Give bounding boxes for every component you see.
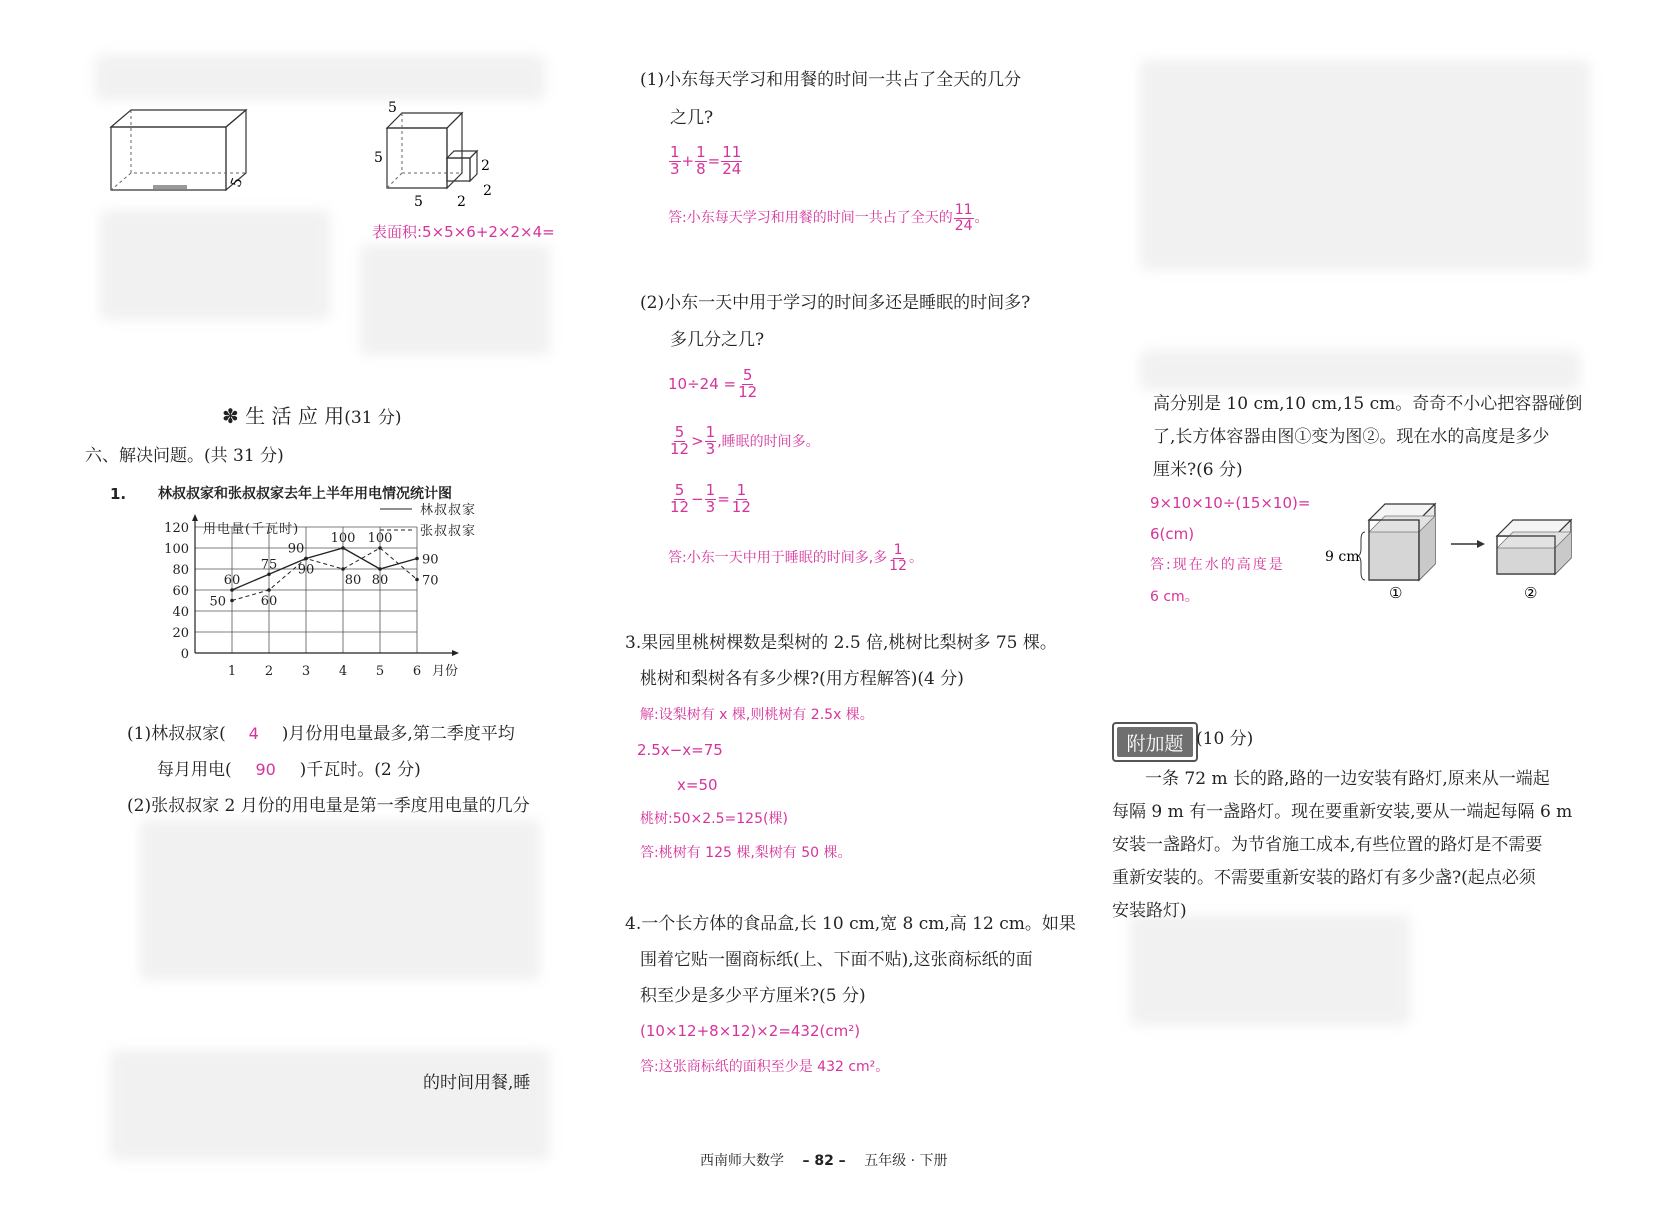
data-label: 100	[367, 531, 393, 546]
q3-line1: 3.果园里桃树棵数是梨树的 2.5 倍,桃树比梨树多 75 棵。	[625, 633, 1057, 653]
bonus-line2: 每隔 9 m 有一盏路灯。现在要重新安装,要从一端起每隔 6 m	[1112, 802, 1573, 822]
fraction-numerator: 11	[722, 143, 742, 161]
footer-grade: 五年级 · 下册	[864, 1153, 948, 1169]
q3-answer-5: 答:桃树有 125 棵,梨树有 50 棵。	[640, 845, 852, 861]
fraction-denominator: 3	[705, 439, 716, 458]
bonus-badge	[1112, 722, 1198, 762]
fraction-denominator: 3	[705, 497, 716, 516]
section-title	[222, 406, 402, 427]
blurred-area	[95, 55, 545, 100]
q3-line2: 桃树和梨树各有多少棵?(用方程解答)(4 分)	[640, 669, 964, 689]
footer-publisher: 西南师大数学	[700, 1153, 784, 1169]
data-label: 60	[260, 594, 278, 609]
q4-answer-1: (10×12+8×12)×2=432(cm²)	[640, 1022, 861, 1040]
blurred-area	[1140, 60, 1590, 270]
fraction-numerator: 1	[705, 481, 716, 499]
data-label: 80	[371, 573, 389, 588]
y-tick-label: 0	[180, 647, 189, 662]
q2p2-calc1	[668, 368, 759, 401]
data-point	[341, 567, 345, 571]
q3-answer-2: 2.5x−x=75	[637, 741, 723, 759]
q2p2-answer	[668, 543, 923, 573]
q4-answer-2: 答:这张商标纸的面积至少是 432 cm²。	[640, 1059, 890, 1075]
y-tick-label: 60	[172, 584, 189, 599]
q1-part1-line2-post: )千瓦时。(2 分)	[299, 760, 421, 780]
data-point	[415, 578, 419, 582]
figure-a-label: 5	[228, 175, 247, 190]
series-line-2	[232, 548, 417, 601]
data-label: 50	[209, 594, 226, 610]
dim-label-small-side: 2	[481, 158, 490, 174]
answer-end: 。	[974, 210, 989, 227]
data-label: 70	[422, 573, 439, 589]
q2p2-line2: 多几分之几?	[670, 330, 765, 350]
bonus-points: (10 分)	[1196, 729, 1254, 749]
blurred-area	[140, 820, 540, 980]
y-axis-arrow	[192, 514, 198, 521]
q2p2-calc3	[668, 483, 753, 516]
blurred-area	[100, 210, 330, 320]
q5-line3: 厘米?(6 分)	[1153, 460, 1243, 480]
fraction-numerator: 1	[670, 143, 680, 161]
fraction-denominator: 3	[670, 159, 680, 178]
data-label: 90	[297, 562, 315, 578]
y-tick-label: 120	[164, 521, 189, 536]
q1-part1-line1	[127, 726, 515, 743]
y-tick-label: 40	[172, 605, 189, 620]
q5-line1: 高分别是 10 cm,10 cm,15 cm。奇奇不小心把容器碰倒	[1153, 394, 1583, 414]
chart-title: 林叔叔家和张叔叔家去年上半年用电情况统计图	[158, 486, 452, 502]
data-label: 75	[260, 557, 278, 573]
data-point	[267, 588, 271, 592]
fraction-denominator: 12	[731, 497, 751, 516]
x-tick-label: 6	[412, 664, 422, 679]
fraction-numerator: 1	[696, 143, 706, 161]
operator: +	[681, 151, 695, 170]
fraction-numerator: 5	[674, 423, 685, 441]
height-label: 9 cm	[1325, 549, 1360, 565]
page-number: – 82 –	[802, 1153, 846, 1169]
fraction-numerator: 5	[742, 366, 753, 384]
q1-part1-mid: )月份用电量最多,第二季度平均	[281, 724, 515, 744]
dim-label-side: 5	[374, 150, 383, 166]
data-label: 60	[223, 573, 241, 588]
fraction-denominator: 8	[696, 159, 706, 178]
x-tick-label: 2	[264, 664, 274, 679]
q4-line1: 4.一个长方体的食品盒,长 10 cm,宽 8 cm,高 12 cm。如果	[625, 914, 1076, 934]
dim-label-bottom-right: 2	[457, 194, 466, 210]
q1-part1-pre: (1)林叔叔家(	[127, 724, 226, 744]
answer-text: 答:小东每天学习和用餐的时间一共占了全天的	[668, 210, 953, 227]
figure-2-label: ②	[1524, 584, 1538, 602]
q5-answer-1: 9×10×10÷(15×10)=	[1150, 494, 1311, 512]
data-label: 100	[330, 531, 356, 546]
q4-line3: 积至少是多少平方厘米?(5 分)	[640, 986, 866, 1006]
fraction-denominator: 12	[889, 557, 907, 574]
q2p2-calc2	[668, 425, 820, 458]
x-tick-label: 1	[227, 664, 237, 679]
answer-text: 答:小东一天中用于睡眠的时间多,多	[668, 550, 888, 567]
legend-label: 林叔叔家	[420, 503, 477, 518]
blurred-area	[1130, 915, 1410, 1025]
q1-part1-answer-month: 4	[248, 724, 259, 743]
q1-part2-line: (2)张叔叔家 2 月份的用电量是第一季度用电量的几分	[127, 796, 530, 816]
y-tick-label: 100	[164, 542, 189, 557]
q3-answer-4: 桃树:50×2.5=125(棵)	[640, 811, 788, 827]
x-axis-label: 月份	[432, 664, 459, 679]
arrow-glyph: →	[1325, 490, 1326, 491]
q5-answer-3: 答:现在水的高度是	[1150, 557, 1285, 573]
x-tick-label: 3	[301, 664, 311, 679]
q1-part1-answer-kwh: 90	[255, 760, 276, 779]
data-point	[378, 546, 382, 550]
legend-label: 张叔叔家	[420, 524, 477, 539]
data-point	[230, 588, 234, 592]
y-tick-label: 80	[172, 563, 189, 578]
q2p1-calculation	[668, 145, 743, 178]
fraction-numerator: 1	[705, 423, 716, 441]
fraction-numerator: 1	[893, 542, 903, 558]
y-axis-label: 用电量(千瓦时)	[203, 522, 300, 537]
section-title-text: ✽ 生 活 应 用	[222, 404, 345, 428]
fraction-numerator: 1	[736, 481, 747, 499]
bonus-line5: 安装路灯)	[1112, 901, 1187, 921]
q4-line2: 围着它贴一圈商标纸(上、下面不贴),这张商标纸的面	[640, 950, 1033, 970]
data-label: 80	[344, 573, 362, 588]
q3-answer-3: x=50	[677, 776, 718, 794]
data-point	[267, 572, 271, 576]
electricity-line-chart	[150, 503, 520, 715]
q2p2-line1: (2)小东一天中用于学习的时间多还是睡眠的时间多?	[640, 293, 1031, 313]
q1-number: 1.	[110, 485, 127, 503]
q2p1-line1: (1)小东每天学习和用餐的时间一共占了全天的几分	[640, 70, 1022, 90]
q1-part1-line2	[157, 762, 421, 779]
problem-heading: 六、解决问题。(共 31 分)	[85, 446, 284, 466]
answer-end: 。	[909, 550, 923, 567]
q5-answer-4: 6 cm。	[1150, 589, 1199, 605]
dim-label-bottom-left: 5	[414, 194, 423, 210]
q1-part1-line2-pre: 每月用电(	[157, 760, 232, 780]
cuboid-figure-a	[105, 105, 255, 200]
bonus-line4: 重新安装的。不需要重新安装的路灯有多少盏?(起点必须	[1112, 868, 1536, 888]
data-point	[304, 557, 308, 561]
q5-answer-2: 6(cm)	[1150, 525, 1195, 543]
data-point	[341, 546, 345, 550]
data-label: 90	[287, 541, 305, 557]
x-axis-arrow	[452, 650, 459, 656]
bonus-badge-text: 附加题	[1117, 727, 1193, 757]
y-tick-label: 20	[172, 626, 189, 641]
data-point	[378, 567, 382, 571]
figure-1-label: ①	[1389, 584, 1403, 602]
bonus-line1: 一条 72 m 长的路,路的一边安装有路灯,原来从一端起	[1145, 769, 1550, 789]
blurred-area	[360, 245, 550, 355]
blurred-area	[1140, 350, 1580, 390]
fraction-denominator: 24	[722, 159, 742, 178]
equals: =	[707, 151, 721, 170]
q2-tail-text: 的时间用餐,睡	[423, 1073, 531, 1093]
combined-cube-figure	[372, 100, 512, 210]
fraction-denominator: 12	[670, 439, 690, 458]
bonus-line3: 安装一盏路灯。为节省施工成本,有些位置的路灯是不需要	[1112, 835, 1543, 855]
container-figures	[1325, 490, 1590, 600]
data-point	[230, 599, 234, 603]
data-label: 90	[422, 552, 439, 568]
x-tick-label: 5	[375, 664, 385, 679]
dim-label-small-depth: 2	[483, 183, 492, 199]
operator: −	[691, 489, 704, 508]
fraction-denominator: 12	[738, 382, 758, 401]
q2p1-answer	[668, 203, 989, 233]
calc-text: ,睡眠的时间多。	[717, 433, 820, 450]
fraction-denominator: 24	[954, 217, 973, 234]
fraction-numerator: 11	[954, 202, 973, 218]
data-point	[415, 557, 419, 561]
surface-area-answer: 表面积:5×5×6+2×2×4=	[372, 223, 555, 241]
q2p1-line2: 之几?	[670, 108, 714, 128]
q5-line2: 了,长方体容器由图①变为图②。现在水的高度是多少	[1153, 427, 1550, 447]
blurred-area	[110, 1050, 550, 1160]
section-points: (31 分)	[344, 408, 402, 428]
x-tick-label: 4	[338, 664, 348, 679]
operator: >	[691, 431, 704, 450]
calc-text: 10÷24 =	[668, 374, 737, 393]
q3-answer-1: 解:设梨树有 x 棵,则桃树有 2.5x 棵。	[640, 707, 874, 723]
equals: =	[717, 489, 730, 508]
dim-label-top: 5	[388, 100, 397, 116]
page-footer	[700, 1150, 948, 1170]
fraction-denominator: 12	[670, 497, 690, 516]
fraction-numerator: 5	[674, 481, 685, 499]
